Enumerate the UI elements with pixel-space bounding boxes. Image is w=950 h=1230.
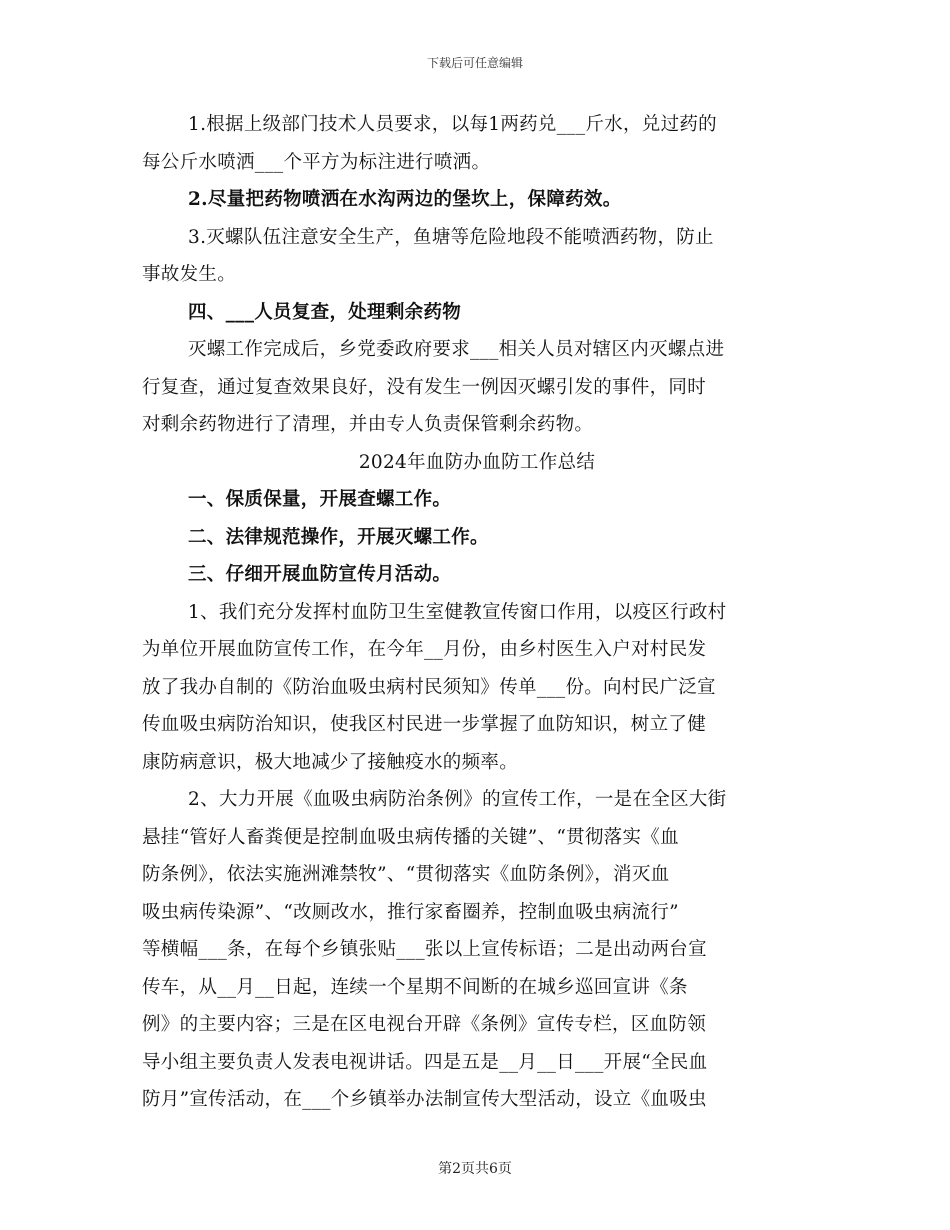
page-footer: 第2页共6页 [438,1161,512,1177]
document-body [142,106,812,1119]
body-line: 放了我办自制的《防治血吸虫病村民须知》传单___份。向村民广泛宣 [142,676,716,698]
body-line: 行复查，通过复查效果良好，没有发生一例因灭螺引发的事件，同时 [142,376,707,398]
page-header: 下载后可任意编辑 [426,56,523,70]
document-title: 2024年血防办血防工作总结 [358,451,596,473]
body-line: 为单位开展血防宣传工作，在今年__月份，由乡村医生入户对村民发 [142,639,707,660]
body-line: 康防病意识，极大地减少了接触疫水的频率。 [142,751,519,773]
body-line: 1、我们充分发挥村血防卫生室健教宣传窗口作用，以疫区行政村 [188,601,727,623]
body-line: 2.尽量把药物喷洒在水沟两边的堡坎上，保障药效。 [188,189,622,210]
body-line: 传车，从__月__日起，连续一个星期不间断的在城乡巡回宣讲《条 [142,976,688,998]
body-line: 悬挂“管好人畜粪便是控制血吸虫病传播的关键”、“贯彻落实《血 [142,826,679,848]
section-heading: 二、法律规范操作，开展灭螺工作。 [188,526,489,548]
body-line: 2、大力开展《血吸虫病防治条例》的宣传工作，一是在全区大街 [188,789,727,810]
body-line: 传血吸虫病防治知识，使我区村民进一步掌握了血防知识，树立了健 [142,714,707,735]
body-line: 事故发生。 [142,264,237,285]
body-line: 灭螺工作完成后，乡党委政府要求___相关人员对辖区内灭螺点进 [188,339,725,360]
section-heading: 四、___人员复查，处理剩余药物 [188,301,462,323]
body-line: 防条例》，依法实施洲滩禁牧”、“贯彻落实《血防条例》，消灭血 [142,864,670,885]
body-line: 每公斤水喷洒___个平方为标注进行喷洒。 [142,151,491,173]
body-line: 吸虫病传染源”、“改厕改水，推行家畜圈养，控制血吸虫病流行” [142,901,679,923]
section-heading: 三、仔细开展血防宣传月活动。 [188,564,452,585]
body-line: 例》的主要内容；三是在区电视台开辟《条例》宣传专栏，区血防领 [142,1014,707,1035]
section-heading: 一、保质保量，开展查螺工作。 [188,489,452,510]
body-line: 防月”宣传活动，在___个乡镇举办法制宣传大型活动，设立《血吸虫 [142,1089,707,1110]
body-line: 1.根据上级部门技术人员要求，以每1两药兑___斤水，兑过药的 [188,114,717,135]
body-line: 3.灭螺队伍注意安全生产，鱼塘等危险地段不能喷洒药物，防止 [188,226,714,248]
body-line: 对剩余药物进行了清理，并由专人负责保管剩余药物。 [142,414,594,435]
body-line: 导小组主要负责人发表电视讲话。四是五是__月__日___开展“全民血 [142,1051,708,1073]
body-line: 等横幅___条，在每个乡镇张贴___张以上宣传标语；二是出动两台宣 [142,939,707,960]
